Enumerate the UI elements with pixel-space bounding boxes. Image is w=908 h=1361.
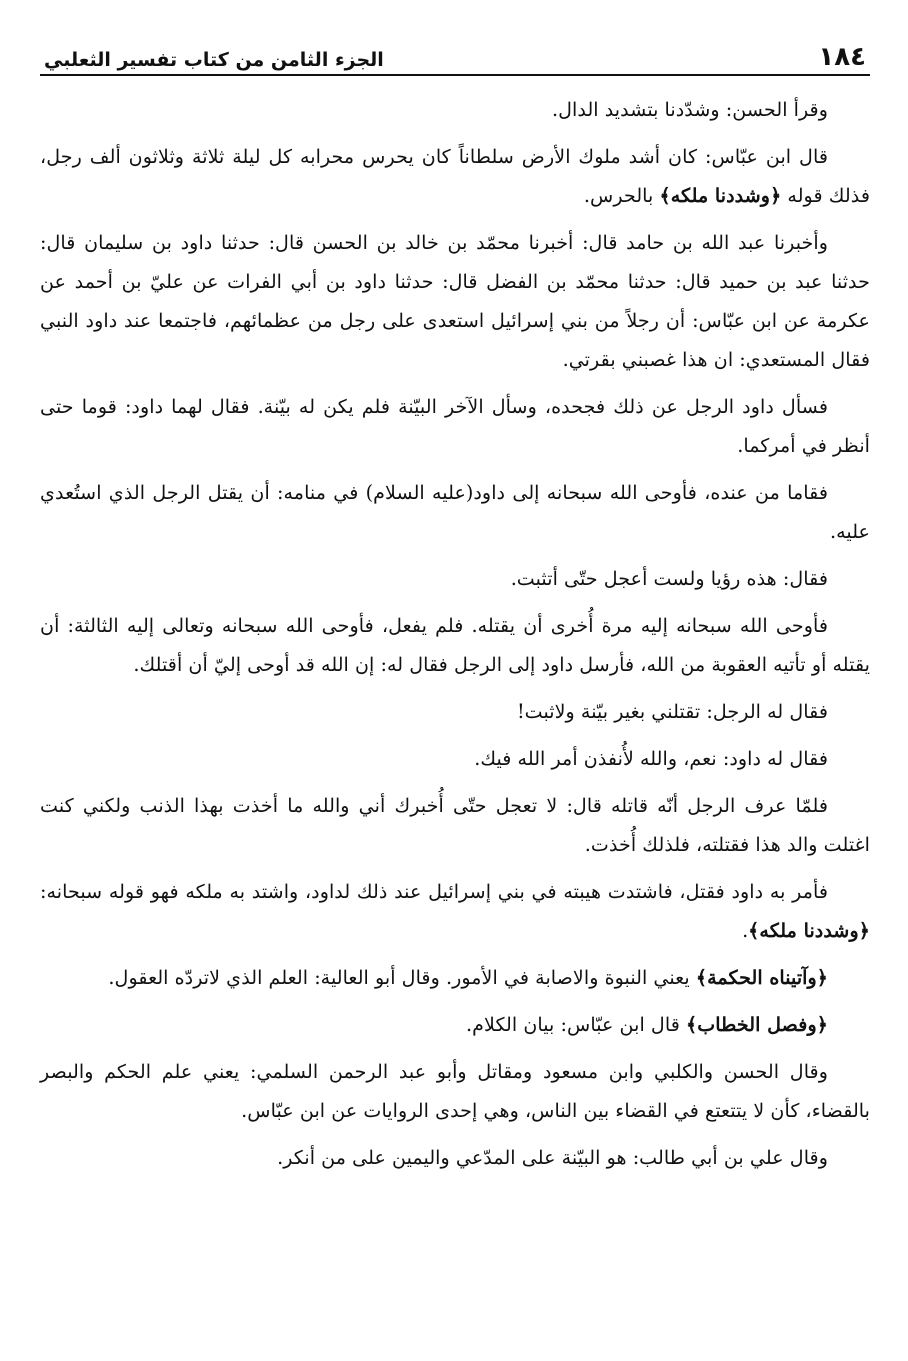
paragraph-text: وقال علي بن أبي طالب: هو البيّنة على المدّعي واليمين على من أنكر. — [277, 1146, 828, 1169]
paragraph-text: فقال له داود: نعم، والله لأُنفذن أمر الله فيك. — [474, 747, 828, 770]
paragraph-text: . — [742, 919, 749, 942]
paragraph-text: فسأل داود الرجل عن ذلك فجحده، وسأل الآخر البيّنة فلم يكن له بيّنة. فقال لهما داود: قوما حتى أنظر في أمركما. — [40, 395, 870, 457]
paragraph-text: يعني النبوة والاصابة في الأمور. وقال أبو العالية: العلم الذي لاتردّه العقول. — [108, 966, 696, 989]
paragraph-text: فقال: هذه رؤيا ولست أعجل حتّى أتثبت. — [510, 567, 828, 590]
paragraph — [40, 958, 870, 997]
paragraph-text: فأمر به داود فقتل، فاشتدت هيبته في بني إسرائيل عند ذلك لداود، واشتد به ملكه فهو قوله سبحانه: — [40, 880, 828, 903]
paragraph-text: وقرأ الحسن: وشدّدنا بتشديد الدال. — [552, 98, 828, 121]
paragraph-text: وقال الحسن والكلبي وابن مسعود ومقاتل وأبو عبد الرحمن السلمي: يعني علم الحكم والبصر بالقضاء، كأن لا يتتعتع في القضاء بين الناس، وهي إحدى الروايات عن ابن عبّاس. — [40, 1060, 870, 1122]
quran-quote: ﴿وآتيناه الحكمة﴾ — [695, 966, 828, 989]
page-number: ١٨٤ — [818, 42, 866, 72]
paragraph-text: قال ابن عبّاس: كان أشد ملوك الأرض سلطاناً كان يحرس محرابه كل ليلة ثلاثة وثلاثون ألف رجل، فذلك قوله — [40, 145, 870, 207]
page-header — [40, 30, 870, 76]
running-title: الجزء الثامن من كتاب تفسير الثعلبي — [44, 49, 384, 71]
paragraph — [40, 473, 870, 551]
paragraph — [40, 223, 870, 379]
paragraph — [40, 1138, 870, 1177]
paragraph — [40, 606, 870, 684]
paragraph-text: فلمّا عرف الرجل أنّه قاتله قال: لا تعجل حتّى أُخبرك أني والله ما أخذت بهذا الذنب ولكني كنت اغتلت والد هذا فقتلته، فلذلك أُخذت. — [40, 794, 870, 856]
paragraph — [40, 137, 870, 215]
paragraph-text: فأوحى الله سبحانه إليه مرة أُخرى أن يقتله. فلم يفعل، فأوحى الله سبحانه وتعالى إليه الثالثة: أن يقتله أو تأتيه العقوبة من الله، فأرسل داود إلى الرجل فقال له: إن الله قد أوحى إليّ أن أقتلك. — [40, 614, 870, 676]
paragraph-text: وأخبرنا عبد الله بن حامد قال: أخبرنا محمّد بن خالد بن الحسن قال: حدثنا داود بن سليمان قال: حدثنا عبد بن حميد قال: حدثنا محمّد بن الفضل قال: حدثنا داود بن أبي الفرات عن عليّ بن أحمد عن عكرمة عن ابن عبّاس: أن رجلاً من بني إسرائيل استعدى على رجل من عظمائهم، فاجتمعا عند داود النبي فقال المستعدي: ان هذا غصبني بقرتي. — [40, 231, 870, 371]
paragraph — [40, 1052, 870, 1130]
paragraph — [40, 739, 870, 778]
paragraph-text: فقاما من عنده، فأوحى الله سبحانه إلى داود(عليه السلام) في منامه: أن يقتل الرجل الذي استُعدي عليه. — [40, 481, 870, 543]
paragraph — [40, 559, 870, 598]
paragraph-text: فقال له الرجل: تقتلني بغير بيّنة ولاثبت! — [516, 700, 828, 723]
paragraph — [40, 90, 870, 129]
paragraph — [40, 387, 870, 465]
quran-quote: ﴿وشددنا ملكه﴾ — [659, 184, 782, 207]
paragraph-text: قال ابن عبّاس: بيان الكلام. — [466, 1013, 686, 1036]
paragraph-text: بالحرس. — [583, 184, 660, 207]
quran-quote: ﴿وفصل الخطاب﴾ — [686, 1013, 828, 1036]
paragraph — [40, 1005, 870, 1044]
paragraph — [40, 692, 870, 731]
page-body — [40, 90, 870, 1177]
paragraph — [40, 786, 870, 864]
paragraph — [40, 872, 870, 950]
quran-quote: ﴿وشددنا ملكه﴾ — [748, 919, 870, 942]
